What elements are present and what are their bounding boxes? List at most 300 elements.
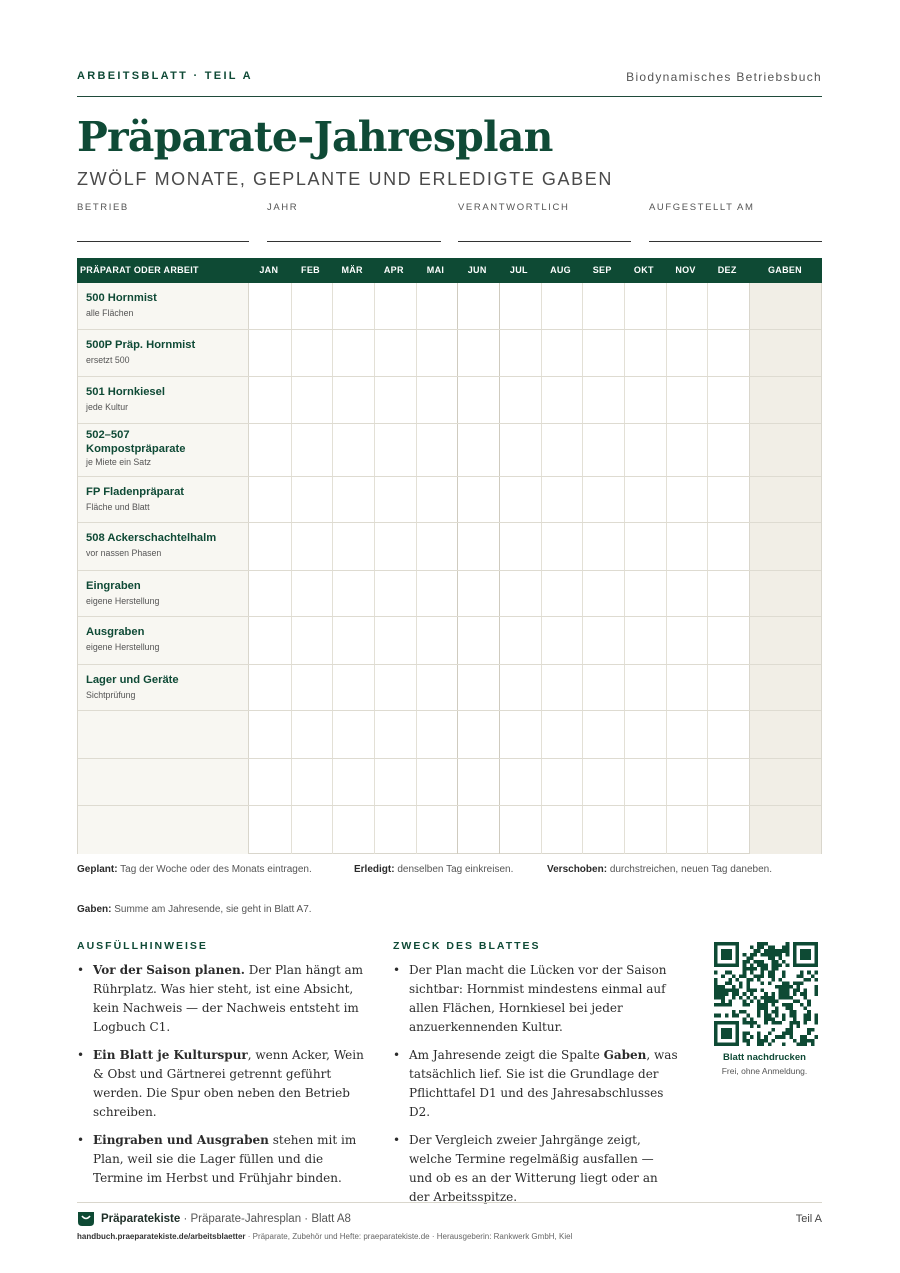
month-cell[interactable] (707, 806, 749, 854)
month-cell[interactable] (332, 477, 374, 522)
qr-code-icon[interactable] (714, 942, 818, 1046)
month-cell[interactable] (707, 665, 749, 710)
month-cell[interactable] (624, 330, 666, 376)
month-cell[interactable] (457, 330, 499, 376)
month-cell[interactable] (582, 523, 624, 570)
grid-line (457, 477, 458, 522)
month-cell[interactable] (332, 330, 374, 376)
month-cell[interactable] (457, 283, 499, 329)
month-cell[interactable] (707, 711, 749, 758)
row-label-cell[interactable] (78, 806, 249, 854)
legend-gaben (77, 904, 312, 915)
month-cell[interactable] (374, 617, 416, 664)
grid-line (291, 806, 292, 854)
grid-line (707, 523, 708, 570)
month-cell[interactable] (291, 523, 333, 570)
month-cell[interactable] (624, 377, 666, 423)
month-cell[interactable] (666, 711, 708, 758)
month-cell[interactable] (416, 424, 458, 476)
month-cell[interactable] (249, 377, 291, 423)
grid-line (457, 711, 458, 758)
grid-line (416, 571, 417, 616)
month-cell[interactable] (499, 523, 541, 570)
month-cell[interactable] (707, 617, 749, 664)
month-cell[interactable] (541, 424, 583, 476)
month-cell[interactable] (499, 759, 541, 805)
month-cell[interactable] (457, 571, 499, 616)
month-cell[interactable] (457, 424, 499, 476)
grid-line (666, 711, 667, 758)
grid-line (374, 665, 375, 710)
field-label: BETRIEB (77, 202, 129, 213)
month-cell[interactable] (374, 711, 416, 758)
gaben-cell[interactable] (749, 330, 821, 376)
month-cell[interactable] (707, 477, 749, 522)
row-subtitle: eigene Herstellung (86, 642, 160, 652)
month-cell[interactable] (291, 571, 333, 616)
month-cell[interactable] (416, 377, 458, 423)
grid-line (666, 571, 667, 616)
month-cell[interactable] (416, 523, 458, 570)
month-cell[interactable] (291, 477, 333, 522)
month-cell[interactable] (332, 806, 374, 854)
grid-line (582, 806, 583, 854)
grid-line (332, 665, 333, 710)
grid-line (416, 330, 417, 376)
month-cell[interactable] (666, 424, 708, 476)
row-name: FP Fladenpräparat (86, 486, 185, 498)
grid-line (582, 665, 583, 710)
month-cell[interactable] (541, 477, 583, 522)
month-cell[interactable] (707, 283, 749, 329)
gaben-cell[interactable] (749, 477, 821, 522)
grid-line (457, 377, 458, 423)
grid-line (416, 377, 417, 423)
grid-line (499, 711, 500, 758)
month-cell[interactable] (499, 330, 541, 376)
month-cell[interactable] (416, 477, 458, 522)
grid-line (666, 665, 667, 710)
table-row (78, 665, 821, 711)
grid-line (541, 759, 542, 805)
grid-line (332, 571, 333, 616)
list-item (77, 1131, 367, 1188)
grid-line (624, 665, 625, 710)
field-betrieb[interactable] (77, 201, 249, 242)
month-cell[interactable] (374, 571, 416, 616)
month-cell[interactable] (666, 377, 708, 423)
month-cell[interactable] (541, 283, 583, 329)
worksheet-page (77, 0, 822, 1273)
month-cell[interactable] (457, 711, 499, 758)
month-cell[interactable] (624, 523, 666, 570)
grid-line (624, 283, 625, 329)
month-cell[interactable] (541, 571, 583, 616)
month-cell[interactable] (332, 377, 374, 423)
month-cell[interactable] (624, 711, 666, 758)
month-cell[interactable] (291, 617, 333, 664)
month-cell[interactable] (499, 283, 541, 329)
month-cell[interactable] (666, 330, 708, 376)
qr-caption: Blatt nachdrucken (723, 1052, 806, 1063)
grid-line (624, 523, 625, 570)
month-cell[interactable] (541, 711, 583, 758)
grid-line (416, 665, 417, 710)
month-cell[interactable] (707, 571, 749, 616)
row-label-cell[interactable] (78, 424, 249, 476)
month-cell[interactable] (416, 759, 458, 805)
month-cell[interactable] (291, 283, 333, 329)
row-label-cell[interactable] (78, 617, 249, 664)
footer-divider (77, 1202, 822, 1203)
month-cell[interactable] (624, 283, 666, 329)
month-cell[interactable] (541, 665, 583, 710)
grid-line (582, 523, 583, 570)
month-cell[interactable] (499, 806, 541, 854)
month-cell[interactable] (624, 806, 666, 854)
column-header-label: PRÄPARAT ODER ARBEIT (80, 265, 199, 275)
month-cell[interactable] (582, 477, 624, 522)
month-cell[interactable] (624, 424, 666, 476)
row-subtitle: Fläche und Blatt (86, 502, 150, 512)
month-cell[interactable] (707, 377, 749, 423)
column-header-month: MAI (426, 265, 445, 275)
month-cell[interactable] (374, 477, 416, 522)
month-cell[interactable] (499, 377, 541, 423)
legend-label: Gaben: (77, 904, 112, 915)
month-cell[interactable] (249, 330, 291, 376)
grid-line (374, 330, 375, 376)
month-cell[interactable] (624, 571, 666, 616)
month-cell[interactable] (374, 806, 416, 854)
month-cell[interactable] (541, 806, 583, 854)
grid-line (541, 477, 542, 522)
month-cell[interactable] (666, 571, 708, 616)
month-cell[interactable] (457, 759, 499, 805)
month-cell[interactable] (707, 330, 749, 376)
month-cell[interactable] (499, 571, 541, 616)
grid-line (291, 617, 292, 664)
row-label-cell[interactable] (78, 665, 249, 710)
month-cell[interactable] (457, 617, 499, 664)
gaben-cell[interactable] (749, 806, 821, 854)
grid-line (332, 424, 333, 476)
month-cell[interactable] (499, 424, 541, 476)
row-label-cell[interactable] (78, 523, 249, 570)
month-cell[interactable] (582, 806, 624, 854)
grid-line (707, 330, 708, 376)
month-cell[interactable] (707, 523, 749, 570)
month-cell[interactable] (499, 711, 541, 758)
grid-line (707, 806, 708, 854)
list-item (393, 1131, 678, 1207)
legend-label: Erledigt: (354, 864, 395, 875)
month-cell[interactable] (374, 523, 416, 570)
field-label: JAHR (267, 202, 299, 213)
month-cell[interactable] (374, 424, 416, 476)
hint-text: , wenn Acker, Wein & Obst und Gärtnerei getrennt geführt werden. Die Spur oben neben den Betrieb schreiben. (93, 1048, 364, 1119)
month-cell[interactable] (249, 711, 291, 758)
footer-link[interactable]: handbuch.praeparatekiste.de/arbeitsblaetter (77, 1232, 246, 1241)
gaben-cell[interactable] (749, 665, 821, 710)
grid-line (541, 283, 542, 329)
month-cell[interactable] (416, 711, 458, 758)
month-cell[interactable] (624, 477, 666, 522)
column-header-month: JAN (259, 265, 279, 275)
month-cell[interactable] (624, 617, 666, 664)
row-subtitle: eigene Herstellung (86, 596, 160, 606)
month-cell[interactable] (666, 806, 708, 854)
grid-line (707, 377, 708, 423)
month-cell[interactable] (541, 523, 583, 570)
column-header-month: OKT (633, 265, 654, 275)
row-label-cell[interactable] (78, 571, 249, 616)
grid-line (499, 477, 500, 522)
top-header (77, 69, 822, 97)
month-cell[interactable] (291, 377, 333, 423)
month-cell[interactable] (291, 665, 333, 710)
grid-line (707, 283, 708, 329)
hint-bold: Eingraben und Ausgraben (93, 1133, 269, 1147)
month-cell[interactable] (374, 283, 416, 329)
grid-line (374, 477, 375, 522)
month-cell[interactable] (332, 665, 374, 710)
month-cell[interactable] (374, 377, 416, 423)
gaben-cell[interactable] (749, 283, 821, 329)
row-label-cell[interactable] (78, 477, 249, 522)
field-label: VERANTWORTLICH (458, 202, 570, 213)
grid-line (457, 424, 458, 476)
box-logo-icon (77, 1211, 95, 1227)
month-cell[interactable] (582, 330, 624, 376)
row-subtitle: alle Flächen (86, 308, 134, 318)
month-cell[interactable] (249, 665, 291, 710)
table-body (77, 283, 822, 854)
table-row (78, 806, 821, 854)
month-cell[interactable] (666, 283, 708, 329)
month-cell[interactable] (416, 283, 458, 329)
hints-list (77, 961, 367, 1197)
grid-line (374, 806, 375, 854)
row-label-cell[interactable] (78, 759, 249, 805)
grid-line (624, 377, 625, 423)
month-cell[interactable] (249, 424, 291, 476)
month-cell[interactable] (457, 377, 499, 423)
grid-line (707, 571, 708, 616)
grid-line (374, 711, 375, 758)
month-cell[interactable] (457, 806, 499, 854)
column-header-month: APR (383, 265, 404, 275)
month-cell[interactable] (499, 477, 541, 522)
grid-line (666, 377, 667, 423)
month-cell[interactable] (457, 477, 499, 522)
month-cell[interactable] (332, 523, 374, 570)
month-cell[interactable] (332, 571, 374, 616)
grid-line (666, 759, 667, 805)
row-label-cell[interactable] (78, 330, 249, 376)
month-cell[interactable] (249, 571, 291, 616)
grid-line (582, 711, 583, 758)
gaben-cell[interactable] (749, 523, 821, 570)
table-row (78, 759, 821, 806)
hint-text: Der Plan hängt am Rührplatz. Was hier steht, ist eine Absicht, kein Nachweis — der Nachweis entsteht im Logbuch C1. (93, 963, 364, 1034)
month-cell[interactable] (541, 617, 583, 664)
month-cell[interactable] (541, 759, 583, 805)
month-cell[interactable] (291, 759, 333, 805)
legend-geplant (77, 864, 312, 875)
month-cell[interactable] (416, 617, 458, 664)
month-cell[interactable] (249, 477, 291, 522)
grid-line (332, 617, 333, 664)
month-cell[interactable] (291, 711, 333, 758)
column-header-month: DEZ (717, 265, 737, 275)
field-label: AUFGESTELLT AM (649, 202, 755, 213)
grid-line (541, 711, 542, 758)
month-cell[interactable] (541, 330, 583, 376)
grid-line (541, 571, 542, 616)
grid-line (332, 283, 333, 329)
month-cell[interactable] (374, 759, 416, 805)
row-name: 500 Hornmist (86, 292, 157, 304)
gaben-cell[interactable] (749, 711, 821, 758)
gaben-cell[interactable] (749, 759, 821, 805)
row-label-cell[interactable] (78, 377, 249, 423)
column-header-month: NOV (675, 265, 696, 275)
month-cell[interactable] (416, 806, 458, 854)
grid-line (541, 330, 542, 376)
month-cell[interactable] (582, 617, 624, 664)
grid-line (291, 377, 292, 423)
table-row (78, 711, 821, 759)
grid-line (291, 477, 292, 522)
month-cell[interactable] (582, 665, 624, 710)
grid-line (666, 424, 667, 476)
month-cell[interactable] (666, 477, 708, 522)
grid-line (291, 330, 292, 376)
month-cell[interactable] (416, 665, 458, 710)
grid-line (541, 665, 542, 710)
month-cell[interactable] (332, 283, 374, 329)
month-cell[interactable] (707, 424, 749, 476)
purpose-heading: ZWECK DES BLATTES (393, 940, 541, 952)
month-cell[interactable] (332, 711, 374, 758)
grid-line (707, 617, 708, 664)
month-cell[interactable] (332, 759, 374, 805)
grid-line (541, 806, 542, 854)
month-cell[interactable] (332, 424, 374, 476)
month-cell[interactable] (541, 377, 583, 423)
table-row (78, 283, 821, 330)
month-cell[interactable] (624, 759, 666, 805)
month-cell[interactable] (666, 523, 708, 570)
table-row (78, 571, 821, 617)
purpose-list (393, 961, 678, 1216)
grid-line (374, 571, 375, 616)
gaben-cell[interactable] (749, 424, 821, 476)
column-header-month: JUL (509, 265, 528, 275)
row-label-cell[interactable] (78, 711, 249, 758)
month-cell[interactable] (249, 759, 291, 805)
footer-trail: · Präparate-Jahresplan · Blatt A8 (180, 1213, 351, 1225)
grid-line (457, 523, 458, 570)
grid-line (666, 617, 667, 664)
month-cell[interactable] (666, 617, 708, 664)
grid-line (457, 759, 458, 805)
grid-line (624, 711, 625, 758)
grid-line (707, 759, 708, 805)
grid-line (457, 806, 458, 854)
month-cell[interactable] (374, 665, 416, 710)
row-name: 508 Ackerschachtelhalm (86, 532, 217, 544)
purpose-text: Der Vergleich zweier Jahrgänge zeigt, welche Termine regelmäßig ausfallen — und ob es an der Witterung liegt oder an der Arbeitsspitze. (409, 1133, 658, 1204)
month-cell[interactable] (666, 665, 708, 710)
month-cell[interactable] (249, 523, 291, 570)
field-aufgestellt-am[interactable] (649, 201, 822, 242)
grid-line (374, 617, 375, 664)
column-header-month: AUG (550, 265, 571, 275)
month-cell[interactable] (291, 806, 333, 854)
grid-line (457, 571, 458, 616)
list-item (393, 1046, 678, 1122)
month-cell[interactable] (582, 571, 624, 616)
grid-line (624, 806, 625, 854)
gaben-cell[interactable] (749, 377, 821, 423)
grid-line (624, 424, 625, 476)
grid-line (499, 283, 500, 329)
page-subtitle: ZWÖLF MONATE, GEPLANTE UND ERLEDIGTE GABEN (77, 169, 613, 189)
month-cell[interactable] (291, 330, 333, 376)
month-cell[interactable] (416, 330, 458, 376)
grid-line (457, 617, 458, 664)
month-cell[interactable] (249, 283, 291, 329)
month-cell[interactable] (457, 665, 499, 710)
form-fields (77, 201, 822, 242)
footer-brand (101, 1213, 351, 1225)
month-cell[interactable] (582, 283, 624, 329)
grid-line (416, 523, 417, 570)
qr-subcaption: Frei, ohne Anmeldung. (721, 1066, 808, 1076)
month-cell[interactable] (666, 759, 708, 805)
grid-line (416, 711, 417, 758)
month-cell[interactable] (582, 759, 624, 805)
month-cell[interactable] (582, 424, 624, 476)
row-label-cell[interactable] (78, 283, 249, 329)
month-cell[interactable] (624, 665, 666, 710)
month-cell[interactable] (374, 330, 416, 376)
grid-line (374, 424, 375, 476)
month-cell[interactable] (416, 571, 458, 616)
month-cell[interactable] (332, 617, 374, 664)
gaben-cell[interactable] (749, 617, 821, 664)
month-cell[interactable] (249, 617, 291, 664)
hint-bold: Ein Blatt je Kulturspur (93, 1048, 248, 1062)
month-cell[interactable] (249, 806, 291, 854)
month-cell[interactable] (499, 665, 541, 710)
month-cell[interactable] (707, 759, 749, 805)
grid-line (416, 759, 417, 805)
gaben-cell[interactable] (749, 571, 821, 616)
month-cell[interactable] (582, 377, 624, 423)
month-cell[interactable] (582, 711, 624, 758)
row-name: Lager und Geräte (86, 674, 179, 686)
month-cell[interactable] (499, 617, 541, 664)
month-cell[interactable] (291, 424, 333, 476)
month-cell[interactable] (457, 523, 499, 570)
grid-line (416, 806, 417, 854)
grid-line (582, 330, 583, 376)
field-verantwortlich[interactable] (458, 201, 631, 242)
field-jahr[interactable] (267, 201, 441, 242)
